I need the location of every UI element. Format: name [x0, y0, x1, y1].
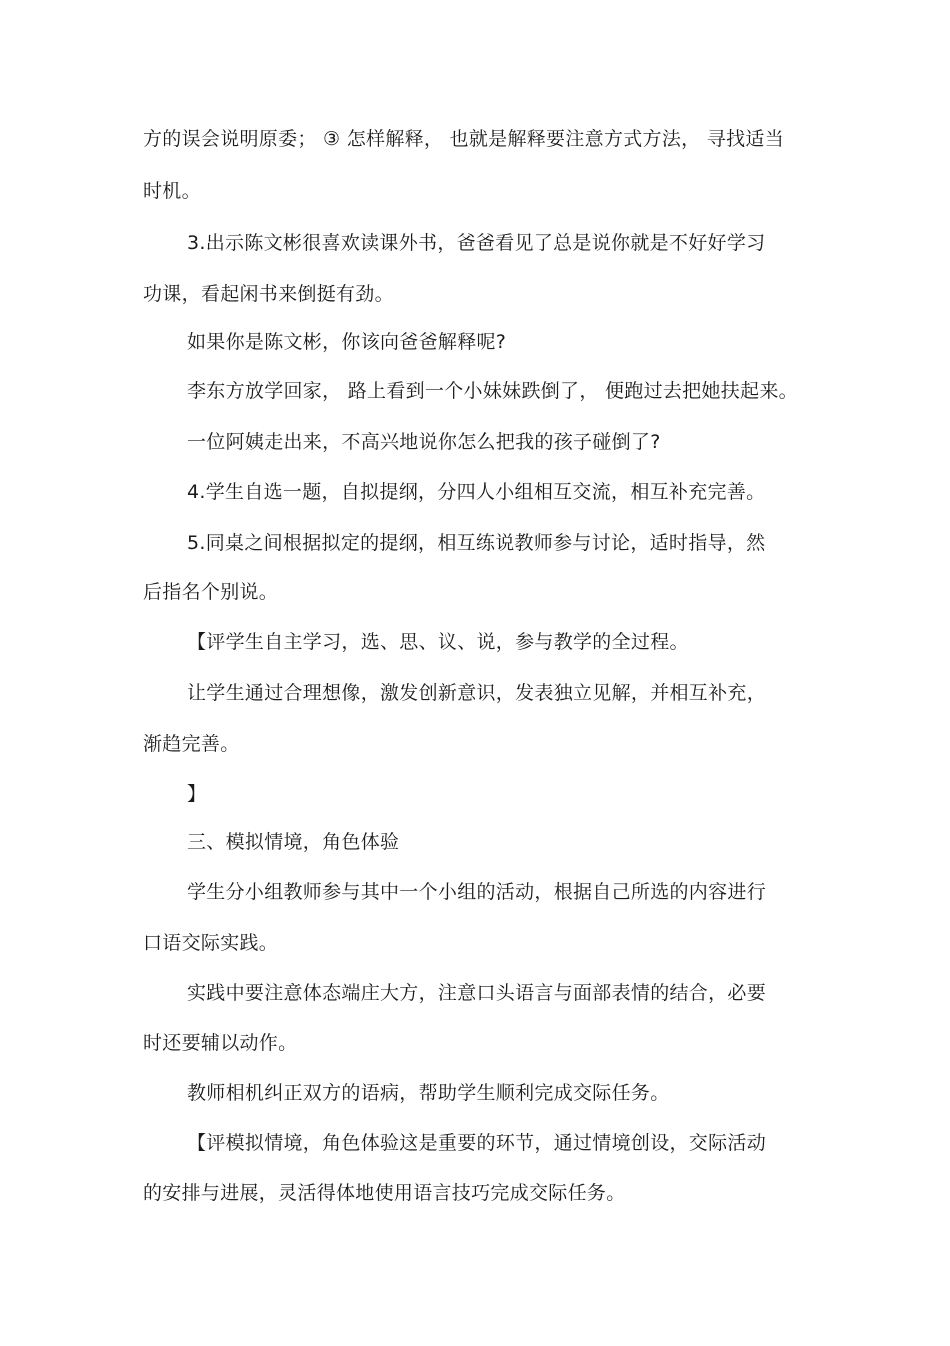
text-line: 功课，看起闲书来倒挺有劲。	[143, 283, 394, 305]
text-line: 4.学生自选一题，自拟提纲，分四人小组相互交流，相互补充完善。	[187, 481, 766, 503]
text-line: 口语交际实践。	[143, 932, 279, 954]
text-line: 后指名个别说。	[143, 581, 279, 603]
text-line: 让学生通过合理想像，激发创新意识，发表独立见解，并相互补充，	[187, 682, 767, 704]
text-line: 【评模拟情境，角色体验这是重要的环节，通过情境创设，交际活动	[187, 1132, 767, 1154]
text-line: 学生分小组教师参与其中一个小组的活动，根据自己所选的内容进行	[187, 881, 767, 903]
text-line: 教师相机纠正双方的语病，帮助学生顺利完成交际任务。	[187, 1082, 670, 1104]
text-line: 【评学生自主学习，选、思、议、说，参与教学的全过程。	[187, 631, 689, 653]
text-line: 5.同桌之间根据拟定的提纲，相互练说教师参与讨论，适时指导，然	[187, 532, 766, 554]
text-line: 如果你是陈文彬，你该向爸爸解释呢?	[187, 331, 507, 353]
text-line: 时机。	[143, 180, 201, 202]
text-line: 实践中要注意体态端庄大方，注意口头语言与面部表情的结合，必要	[187, 982, 767, 1004]
text-line: 渐趋完善。	[143, 733, 240, 755]
text-line: 李东方放学回家， 路上看到一个小妹妹跌倒了， 便跑过去把她扶起来。	[187, 380, 798, 402]
text-line: 】	[187, 783, 207, 805]
text-line: 3.出示陈文彬很喜欢读课外书，爸爸看见了总是说你就是不好好学习	[187, 232, 766, 254]
section-heading: 三、模拟情境，角色体验	[187, 831, 400, 853]
text-line: 时还要辅以动作。	[143, 1032, 298, 1054]
text-line: 方的误会说明原委； ③ 怎样解释， 也就是解释要注意方式方法， 寻找适当	[143, 128, 784, 150]
text-line: 一位阿姨走出来，不高兴地说你怎么把我的孩子碰倒了?	[187, 431, 661, 453]
text-line: 的安排与进展，灵活得体地使用语言技巧完成交际任务。	[143, 1182, 626, 1204]
